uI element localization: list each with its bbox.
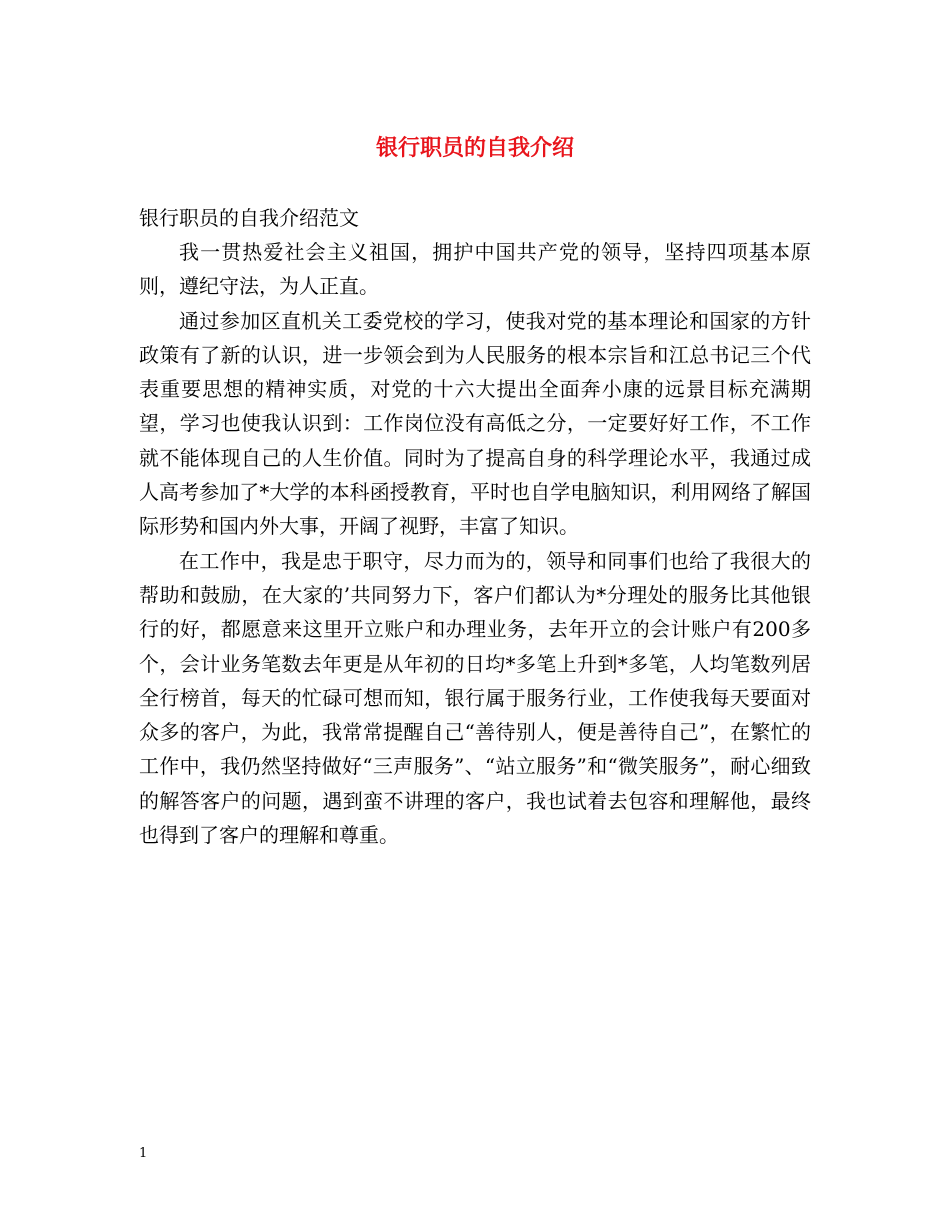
page-number: 1 bbox=[139, 1146, 148, 1161]
paragraph-1: 我一贯热爱社会主义祖国，拥护中国共产党的领导，坚持四项基本原则，遵纪守法，为人正直。 bbox=[139, 240, 811, 299]
paragraph-3: 在工作中，我是忠于职守，尽力而为的，领导和同事们也给了我很大的帮助和鼓励，在大家的’共同努力下，客户们都认为*分理处的服务比其他银行的好，都愿意来这里开立账户和办理业务，去年开立的会计账户有200多个，会计业务笔数去年更是从年初的日均*多笔上升到*多笔，人均笔数列居全行榜首，每天的忙碌可想而知，银行属于服务行业，工作使我每天要面对众多的客户，为此，我常常提醒自己“善待别人，便是善待自己”，在繁忙的工作中，我仍然坚持做好“三声服务”、“站立服务”和“微笑服务”，耐心细致的解答客户的问题，遇到蛮不讲理的客户，我也试着去包容和理解他，最终也得到了客户的理解和尊重。 bbox=[139, 548, 811, 848]
document-body bbox=[139, 201, 811, 852]
paragraph-2: 通过参加区直机关工委党校的学习，使我对党的基本理论和国家的方针政策有了新的认识，进一步领会到为人民服务的根本宗旨和江总书记三个代表重要思想的精神实质，对党的十六大提出全面奔小康的远景目标充满期望，学习也使我认识到：工作岗位没有高低之分，一定要好好工作，不工作就不能体现自己的人生价值。同时为了提高自身的科学理论水平，我通过成人高考参加了*大学的本科函授教育，平时也自学电脑知识，利用网络了解国际形势和国内外大事，开阔了视野，丰富了知识。 bbox=[139, 308, 811, 539]
document-subtitle: 银行职员的自我介绍范文 bbox=[139, 206, 359, 230]
document-title: 银行职员的自我介绍 bbox=[375, 135, 574, 161]
